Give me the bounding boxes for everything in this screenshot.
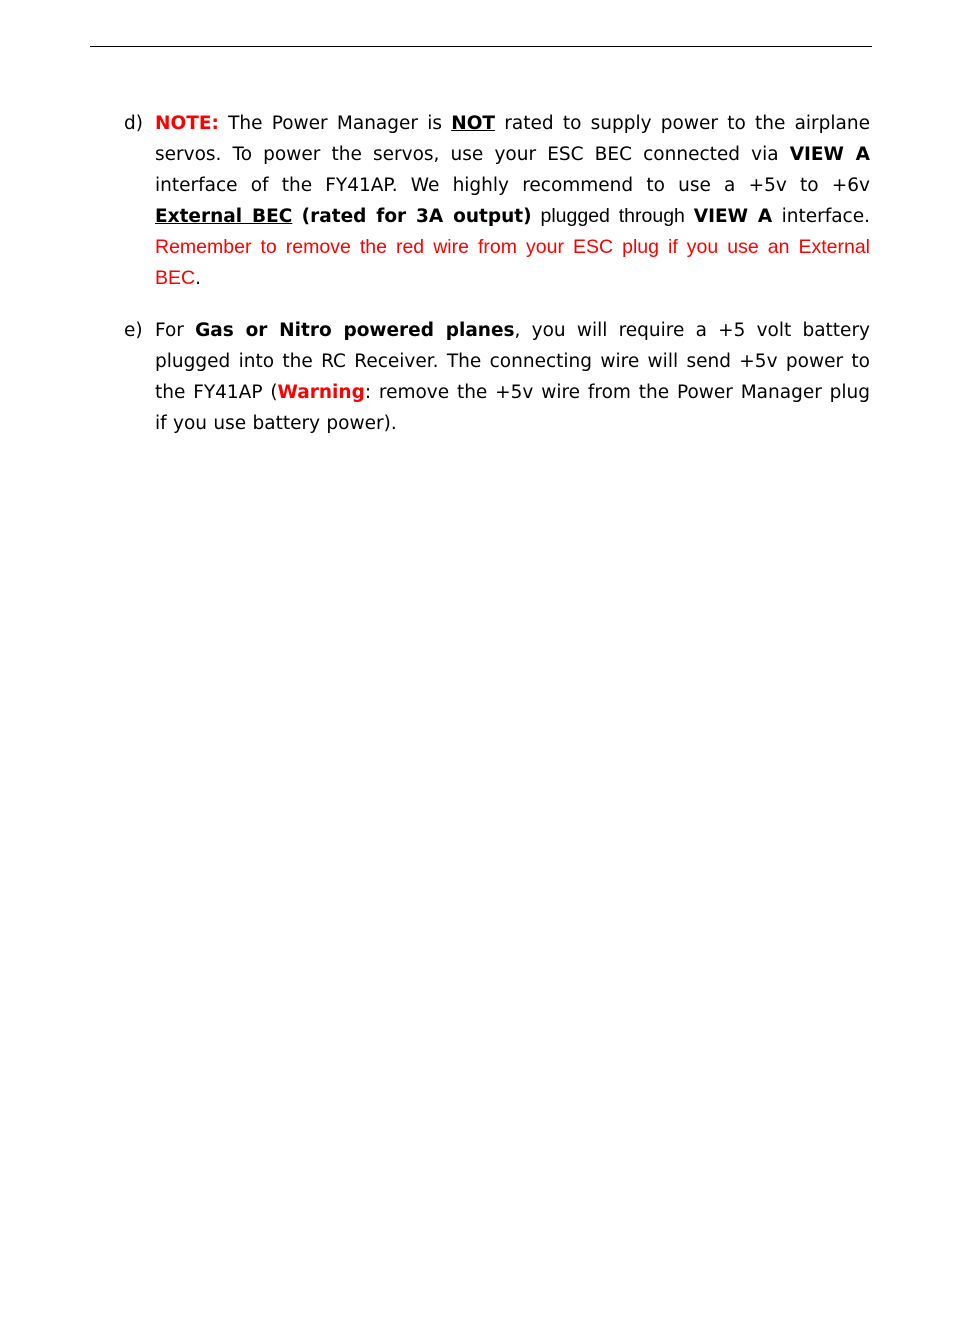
list-item-e bbox=[124, 315, 870, 439]
list-item-d bbox=[124, 108, 870, 294]
external-bec-label: External BEC bbox=[155, 206, 293, 227]
view-a-label: VIEW A bbox=[693, 206, 773, 227]
header-rule bbox=[90, 46, 872, 47]
remember-warning: Remember to remove the red wire from your ESC plug if you use an External BEC bbox=[155, 236, 870, 289]
not-emphasis: NOT bbox=[451, 113, 496, 134]
list-marker: d) bbox=[124, 113, 143, 134]
text-run: interface of the FY41AP. We highly recommend to use a +5v to +6v bbox=[155, 175, 870, 196]
rating-note: (rated for 3A output) bbox=[301, 206, 532, 227]
text-run: rated to supply power to the airplane servos. To power the servos, use your ESC BEC connected via bbox=[155, 113, 870, 165]
text-run: , you will require a +5 volt battery plugged into the RC Receiver. The connecting wire will send +5v power to the FY41AP ( bbox=[155, 320, 870, 403]
text-run: For bbox=[155, 320, 196, 341]
list-marker: e) bbox=[124, 320, 143, 341]
text-run: : remove the +5v wire from the Power Manager plug if you use battery power). bbox=[155, 382, 870, 434]
text-run: The Power Manager is bbox=[218, 113, 452, 134]
text-run: plugged through bbox=[531, 205, 694, 227]
gas-nitro-label: Gas or Nitro powered planes bbox=[195, 320, 515, 341]
text-run bbox=[292, 206, 301, 227]
instruction-list bbox=[124, 108, 870, 439]
warning-label: Warning bbox=[277, 382, 365, 403]
view-a-label: VIEW A bbox=[789, 144, 870, 165]
text-run: interface. bbox=[772, 206, 870, 227]
text-run: . bbox=[195, 268, 201, 289]
note-label: NOTE: bbox=[155, 113, 219, 134]
